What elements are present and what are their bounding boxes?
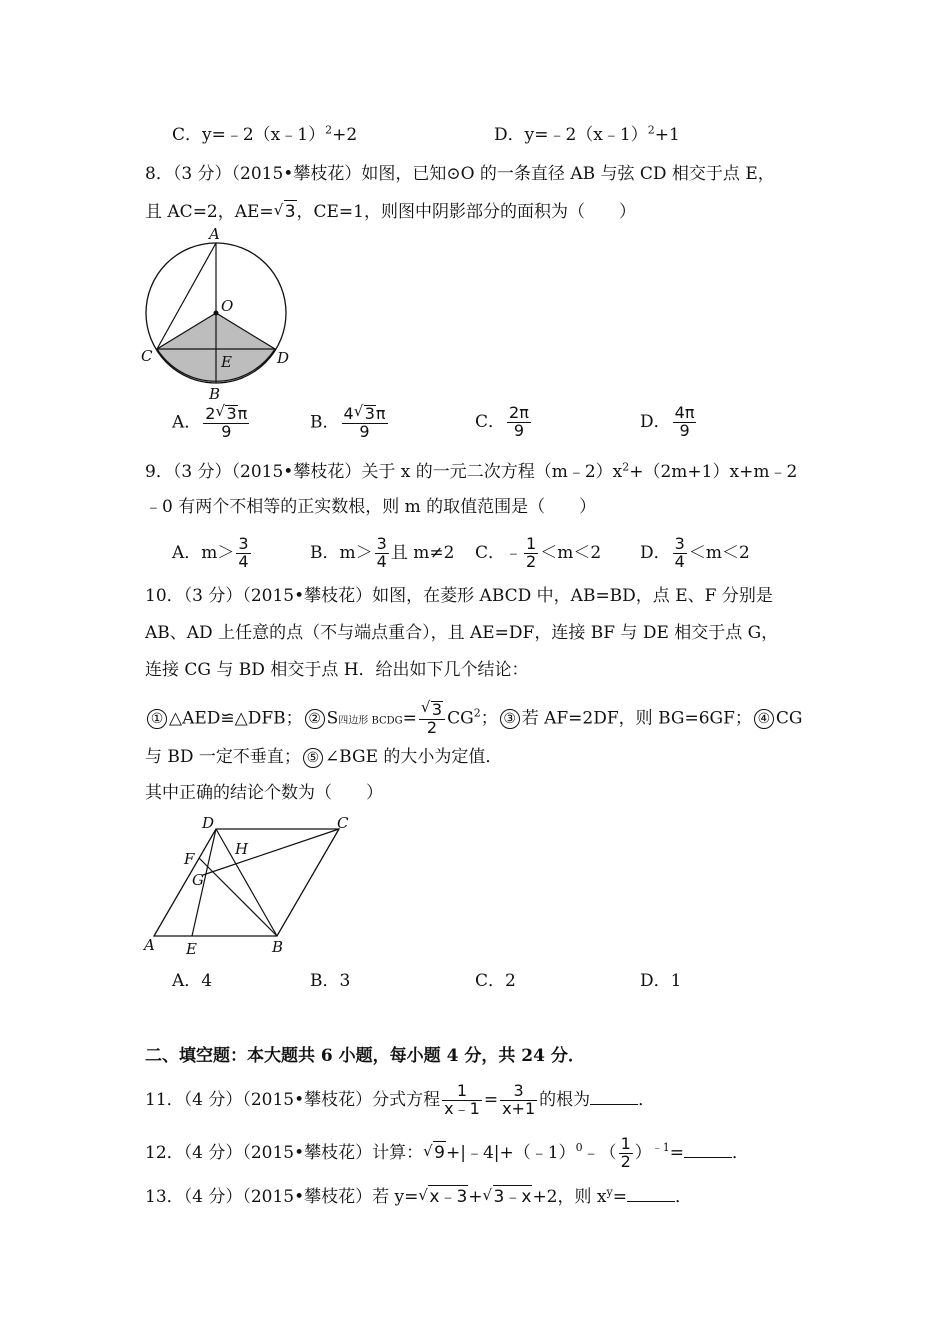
q9-option-b: B．m＞ $\frac{3}{4}$ 且 m≠2 bbox=[310, 534, 455, 571]
q10-stem-line2: AB、AD 上任意的点（不与端点重合），且 AE=DF，连接 BF 与 DE 相交于点 G， bbox=[145, 623, 779, 643]
q10-option-d: D．1 bbox=[640, 971, 682, 991]
q10-label-f: F bbox=[184, 850, 195, 868]
q9-stem-line2: ﹣0 有两个不相等的正实数根，则 m 的取值范围是（ ） bbox=[145, 497, 597, 517]
q8-label-o: O bbox=[221, 297, 234, 315]
q9-stem-line1: 9．（3 分）（2015•攀枝花）关于 x 的一元二次方程$(m﹣2)x^2+(2m+1)x+m﹣2$ bbox=[145, 460, 798, 482]
q10-label-a: A bbox=[144, 936, 155, 954]
q10-label-b: B bbox=[272, 938, 284, 956]
q9-option-c: C．﹣ $\frac{1}{2}$ ＜m＜2 bbox=[475, 534, 602, 571]
q13-stem: 13．（4 分）（2015•攀枝花）若 y=√ x﹣3+√ 3﹣x+2，则 $x^y=$ ． bbox=[145, 1185, 692, 1208]
q8-stem-line1: 8．（3 分）（2015•攀枝花）如图，已知⊙O 的一条直径 AB 与弦 CD 相交于点 E， bbox=[145, 164, 775, 184]
q8-option-d: D． $\frac{4\pi}{9}$ bbox=[640, 403, 695, 440]
q10-label-e: E bbox=[186, 940, 197, 958]
q8-option-b: B． $\frac{4√ 3\pi}{9}$ bbox=[310, 405, 390, 441]
q10-segment-cg bbox=[203, 829, 339, 875]
q10-stem-line3: 连接 CG 与 BD 相交于点 H．给出如下几个结论： bbox=[145, 660, 529, 680]
q7-option-d: D．y=﹣2（x﹣1）$^2$+1 bbox=[494, 123, 680, 145]
q10-question-line: 其中正确的结论个数为（ ） bbox=[145, 783, 383, 803]
section2-title: 二、填空题：本大题共 6 小题，每小题 4 分，共 24 分． bbox=[145, 1046, 585, 1066]
q8-option-c: C． $\frac{2\pi}{9}$ bbox=[475, 403, 529, 440]
q10-label-g: G bbox=[192, 871, 204, 889]
q8-label-e: E bbox=[221, 353, 232, 371]
q8-center-dot bbox=[214, 311, 219, 316]
q11-answer-blank[interactable] bbox=[590, 1088, 638, 1105]
q9-option-d: D． $\frac{3}{4}$ ＜m＜2 bbox=[640, 534, 750, 571]
q8-label-c: C bbox=[141, 347, 153, 365]
q10-rhombus-figure bbox=[138, 812, 368, 962]
q10-label-h: H bbox=[235, 840, 249, 858]
q10-conclusions-line2: 与 BD 一定不垂直； ⑤ ∠BGE 的大小为定值． bbox=[145, 747, 503, 767]
q8-label-d: D bbox=[277, 349, 290, 367]
q8-label-a: A bbox=[209, 225, 220, 243]
q10-conclusions-line: ① △AED≌△DFB； ② S四边形 BCDG= √ $\frac{3}{2}$ $CG^2$； ③ 若 AF=2DF，则 BG=6GF； ④ CG bbox=[145, 701, 803, 737]
q10-option-b: B．3 bbox=[310, 971, 351, 991]
q12-stem: 12．（4 分）（2015•攀枝花）计算：√ 9+|﹣4|+（﹣1）$^0$﹣（ $\frac{1}{2}$ ）$^{﹣1}$= ． bbox=[145, 1136, 749, 1171]
q11-stem: 11．（4 分）（2015•攀枝花）分式方程 $\frac{1}{x﹣1}$ = $\frac{3}{x+1}$ 的根为 ． bbox=[145, 1081, 656, 1118]
q10-stem-line1: 10．（3 分）（2015•攀枝花）如图，在菱形 ABCD 中，AB=BD，点 E、F 分别是 bbox=[145, 586, 773, 606]
q10-option-c: C．2 bbox=[475, 971, 516, 991]
q10-label-d: D bbox=[202, 814, 215, 832]
q8-label-b: B bbox=[209, 385, 221, 403]
q10-segment-bf bbox=[199, 858, 277, 936]
q8-option-a: A． $\frac{2√ 3\pi}{9}$ bbox=[172, 405, 251, 441]
q12-answer-blank[interactable] bbox=[684, 1141, 732, 1158]
q8-circle-figure bbox=[135, 225, 295, 405]
q10-option-a: A．4 bbox=[172, 971, 213, 991]
q9-option-a: A．m＞ $\frac{3}{4}$ bbox=[172, 534, 249, 571]
q10-label-c: C bbox=[337, 814, 349, 832]
q13-answer-blank[interactable] bbox=[627, 1185, 675, 1202]
q8-stem-line2: 且 AC=2，AE=√ 3，CE=1，则图中阴影部分的面积为（ ） bbox=[145, 200, 636, 223]
q7-option-c: C．y=﹣2（x﹣1）$^2$+2 bbox=[172, 123, 358, 145]
